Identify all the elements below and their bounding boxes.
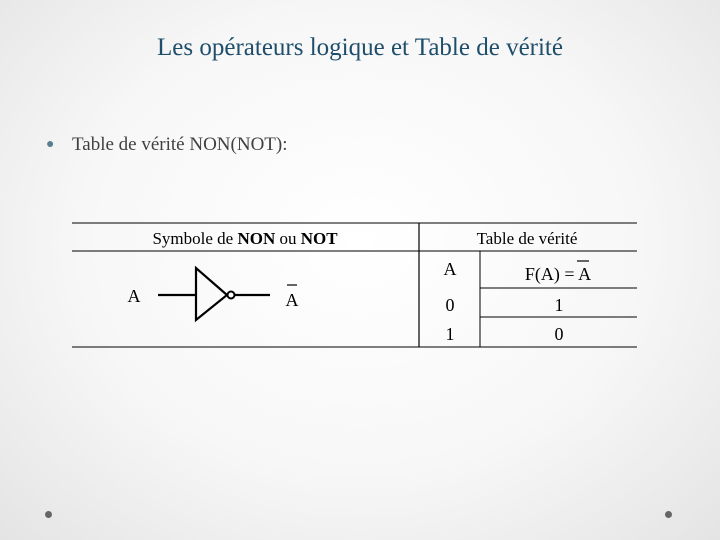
table-cell-row2-f: 0 [554, 324, 564, 344]
corner-dot-left [45, 511, 52, 518]
bullet-item [46, 134, 288, 156]
gate-input-label: A [127, 286, 141, 306]
bullet-text: Table de vérité NON(NOT): [72, 134, 288, 155]
symbol-header: Symbole de NON ou NOT [152, 229, 338, 248]
gate-output-label: A [285, 290, 299, 310]
not-gate-figure [72, 222, 637, 348]
slide-title: Les opérateurs logique et Table de vérité [157, 34, 563, 61]
truth-table-header: Table de vérité [476, 229, 578, 248]
table-cell-row1-f: 1 [554, 295, 564, 315]
bullet-dot-icon: ● [46, 137, 55, 152]
not-gate-icon [196, 268, 227, 320]
table-cell-row2-a: 1 [445, 324, 455, 344]
column-header-a: A [443, 259, 457, 279]
corner-dot-right [665, 511, 672, 518]
inversion-bubble-icon [228, 292, 235, 299]
table-cell-row1-a: 0 [445, 295, 455, 315]
column-header-fa: F(A) = A [524, 264, 592, 284]
